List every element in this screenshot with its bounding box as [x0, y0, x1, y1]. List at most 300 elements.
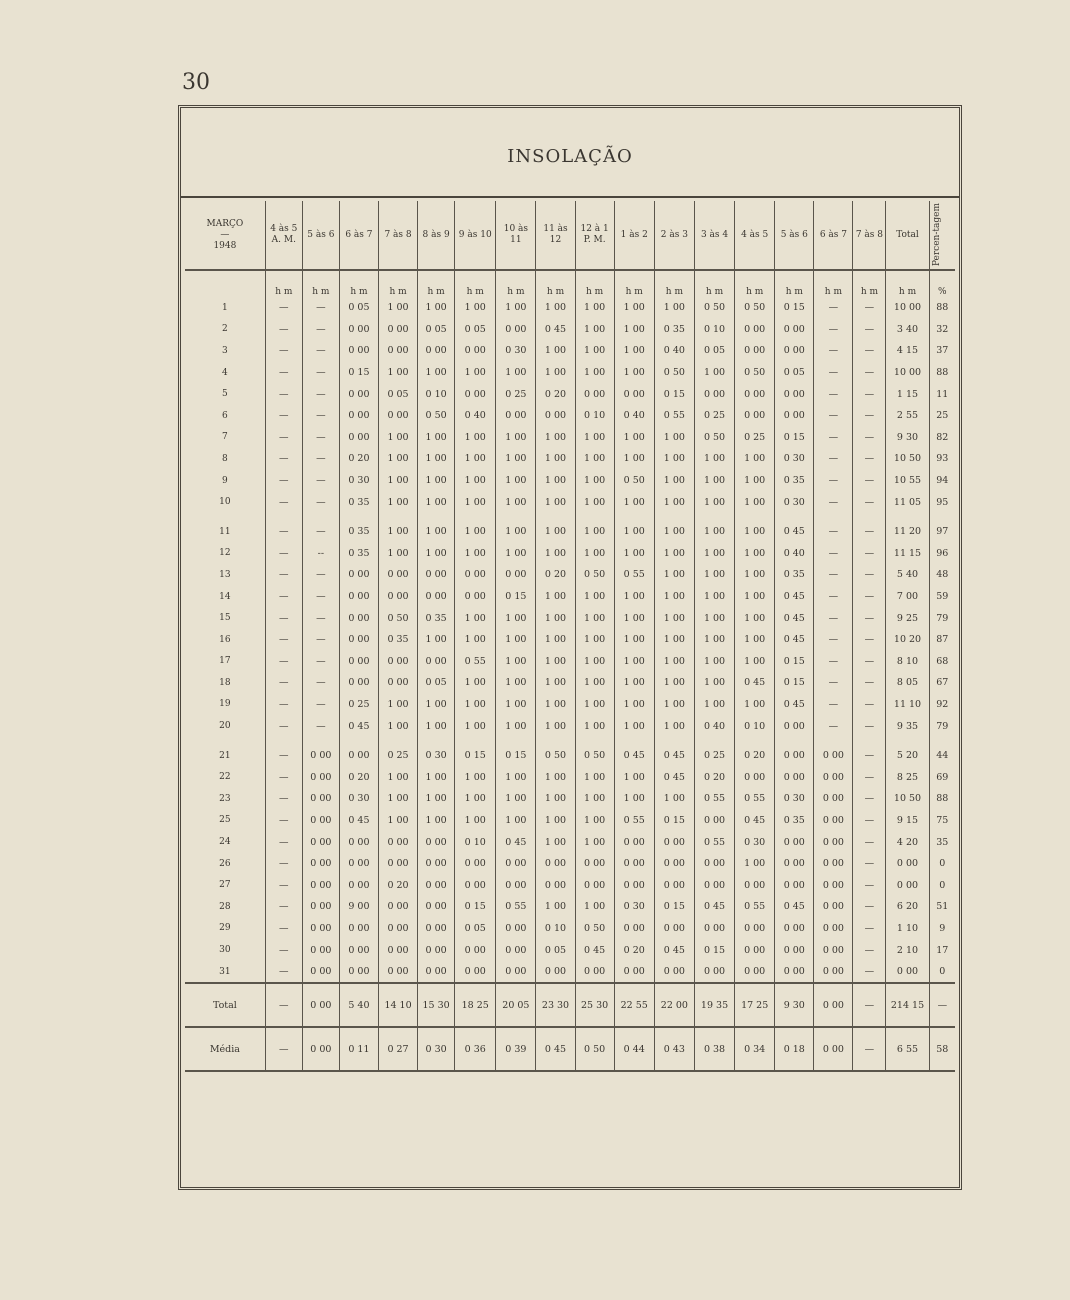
value-cell: 3 40: [886, 319, 929, 341]
media-row-value: 0 38: [694, 1027, 734, 1071]
gap-cell: [302, 513, 339, 521]
value-cell: 1 00: [496, 427, 536, 449]
value-cell: —: [853, 564, 886, 586]
total-row-value: 214 15: [886, 983, 929, 1027]
value-cell: —: [853, 896, 886, 918]
value-cell: 1 00: [455, 362, 496, 384]
value-cell: 0 35: [339, 521, 378, 543]
day-number: 22: [219, 772, 231, 783]
value-cell: —: [302, 448, 339, 470]
value-cell: 1 00: [575, 672, 614, 694]
value-cell: 1 00: [575, 297, 614, 319]
value-cell: 0 15: [455, 745, 496, 767]
value-cell: 1 00: [735, 521, 775, 543]
value-cell: 0 00: [735, 918, 775, 940]
table-row: [185, 672, 955, 694]
value-cell: 1 00: [575, 788, 614, 810]
value-cell: 0 25: [339, 694, 378, 716]
table-row: [185, 319, 955, 341]
value-cell: —: [302, 297, 339, 319]
month-label: MARÇO: [206, 218, 244, 229]
value-cell: 0 15: [654, 896, 694, 918]
value-cell: —: [265, 340, 302, 362]
value-cell: 1 00: [496, 607, 536, 629]
value-cell: 0 55: [694, 788, 734, 810]
day-number: 18: [219, 677, 231, 688]
value-cell: 0 00: [302, 766, 339, 788]
value-cell: 0 15: [775, 651, 814, 673]
gap-cell: [775, 513, 814, 521]
media-row-value: 0 00: [814, 1027, 853, 1071]
value-cell: —: [814, 362, 853, 384]
value-cell: 1 00: [418, 362, 455, 384]
value-cell: 0 00: [378, 831, 417, 853]
value-cell: 0 30: [775, 448, 814, 470]
value-cell: —: [853, 319, 886, 341]
day-number: 16: [219, 634, 231, 645]
value-cell: 0 00: [418, 564, 455, 586]
value-cell: 1 00: [654, 470, 694, 492]
value-cell: 0 15: [339, 362, 378, 384]
value-cell: 1 00: [735, 448, 775, 470]
value-cell: 9 30: [886, 427, 929, 449]
value-cell: 0 00: [814, 896, 853, 918]
value-cell: 0 00: [339, 939, 378, 961]
value-cell: 1 00: [614, 297, 654, 319]
value-cell: 0 00: [455, 853, 496, 875]
value-cell: 1 00: [614, 651, 654, 673]
value-cell: 1 00: [694, 694, 734, 716]
value-cell: 0: [929, 853, 955, 875]
value-cell: —: [814, 543, 853, 565]
value-cell: 0 00: [575, 853, 614, 875]
value-cell: —: [265, 896, 302, 918]
title-divider: [181, 196, 959, 198]
table-row: [185, 896, 955, 918]
value-cell: 0 00: [735, 405, 775, 427]
value-cell: 1 00: [418, 521, 455, 543]
value-cell: 0 55: [735, 788, 775, 810]
value-cell: —: [853, 918, 886, 940]
value-cell: —: [814, 491, 853, 513]
column-header: 9 às 10: [455, 201, 496, 270]
value-cell: 0 00: [536, 853, 575, 875]
value-cell: 1 00: [694, 586, 734, 608]
gap-cell: [575, 737, 614, 745]
value-cell: 0 00: [378, 896, 417, 918]
value-cell: 9 00: [339, 896, 378, 918]
value-cell: 0 00: [302, 874, 339, 896]
value-cell: 1 00: [455, 715, 496, 737]
value-cell: 1 00: [735, 491, 775, 513]
value-cell: 51: [929, 896, 955, 918]
value-cell: 1 00: [654, 521, 694, 543]
column-header: 1 às 2: [614, 201, 654, 270]
gap-cell: [265, 737, 302, 745]
value-cell: 1 00: [654, 564, 694, 586]
value-cell: 0 00: [775, 766, 814, 788]
value-cell: —: [853, 629, 886, 651]
value-cell: 0 40: [614, 405, 654, 427]
value-cell: 0 45: [775, 629, 814, 651]
value-cell: 0 00: [814, 874, 853, 896]
value-cell: 0 05: [418, 319, 455, 341]
value-cell: 0 00: [455, 939, 496, 961]
value-cell: 1 00: [378, 297, 417, 319]
value-cell: 0 00: [814, 853, 853, 875]
value-cell: —: [265, 383, 302, 405]
gap-cell: [575, 513, 614, 521]
value-cell: 0 00: [339, 672, 378, 694]
value-cell: 0 25: [735, 427, 775, 449]
value-cell: 1 00: [496, 491, 536, 513]
value-cell: 1 00: [496, 788, 536, 810]
value-cell: 0 30: [614, 896, 654, 918]
gap-cell: [853, 737, 886, 745]
value-cell: 0 00: [735, 939, 775, 961]
value-cell: 1 00: [418, 715, 455, 737]
value-cell: 0 00: [775, 874, 814, 896]
column-header: Total: [886, 201, 929, 270]
value-cell: 0 00: [654, 961, 694, 984]
table-row: [185, 651, 955, 673]
value-cell: 0 00: [775, 961, 814, 984]
value-cell: 67: [929, 672, 955, 694]
gap-cell: [378, 737, 417, 745]
total-row-label: Total: [185, 983, 265, 1027]
value-cell: 0 00: [302, 918, 339, 940]
total-row-value: 23 30: [536, 983, 575, 1027]
value-cell: 0 00: [302, 810, 339, 832]
value-cell: —: [853, 715, 886, 737]
value-cell: 0 00: [886, 961, 929, 984]
table-row: [185, 340, 955, 362]
value-cell: —: [302, 362, 339, 384]
value-cell: 0 40: [694, 715, 734, 737]
table-row: [185, 448, 955, 470]
value-cell: 0 00: [814, 745, 853, 767]
total-row-value: 22 00: [654, 983, 694, 1027]
value-cell: 0 45: [654, 745, 694, 767]
value-cell: 79: [929, 607, 955, 629]
value-cell: 0 00: [339, 918, 378, 940]
value-cell: 0 00: [378, 961, 417, 984]
units-row: [185, 270, 955, 297]
total-row-value: 25 30: [575, 983, 614, 1027]
value-cell: 0 00: [775, 340, 814, 362]
value-cell: —: [265, 745, 302, 767]
day-number: 3: [222, 345, 228, 356]
gap-cell: [614, 737, 654, 745]
value-cell: 0 00: [339, 961, 378, 984]
unit-label: h m: [814, 270, 853, 297]
value-cell: 0 50: [654, 362, 694, 384]
value-cell: 82: [929, 427, 955, 449]
value-cell: 0 00: [378, 564, 417, 586]
value-cell: 1 00: [735, 651, 775, 673]
value-cell: 0 00: [614, 874, 654, 896]
column-header: 8 às 9: [418, 201, 455, 270]
value-cell: 1 00: [418, 297, 455, 319]
column-header: 5 às 6: [302, 201, 339, 270]
group-gap: [185, 737, 955, 745]
value-cell: 1 00: [418, 448, 455, 470]
value-cell: 1 00: [536, 521, 575, 543]
value-cell: 0 50: [536, 745, 575, 767]
value-cell: 0 00: [694, 383, 734, 405]
gap-cell: [735, 513, 775, 521]
gap-cell: [496, 513, 536, 521]
table-row: [185, 874, 955, 896]
value-cell: 0 00: [378, 319, 417, 341]
value-cell: 1 00: [455, 672, 496, 694]
value-cell: 0 05: [775, 362, 814, 384]
value-cell: 1 00: [654, 448, 694, 470]
value-cell: 0 40: [455, 405, 496, 427]
day-number: 12: [219, 548, 231, 559]
value-cell: 0 00: [496, 961, 536, 984]
value-cell: 0 00: [735, 961, 775, 984]
value-cell: 0 00: [418, 586, 455, 608]
value-cell: —: [302, 405, 339, 427]
table-row: [185, 470, 955, 492]
value-cell: 1 00: [536, 586, 575, 608]
value-cell: 0 20: [694, 766, 734, 788]
value-cell: 0 20: [378, 874, 417, 896]
value-cell: 1 00: [455, 607, 496, 629]
value-cell: 1 00: [614, 448, 654, 470]
value-cell: 0: [929, 874, 955, 896]
total-row-value: 0 00: [814, 983, 853, 1027]
value-cell: —: [814, 629, 853, 651]
value-cell: 0 45: [775, 896, 814, 918]
value-cell: 0 00: [614, 383, 654, 405]
value-cell: 1 00: [654, 651, 694, 673]
value-cell: 1 00: [418, 629, 455, 651]
day-number: 25: [219, 815, 231, 826]
value-cell: 0 45: [775, 607, 814, 629]
value-cell: 0 30: [339, 788, 378, 810]
value-cell: 0 50: [735, 362, 775, 384]
value-cell: 1 00: [614, 788, 654, 810]
value-cell: 1 00: [496, 297, 536, 319]
unit-label: h m: [265, 270, 302, 297]
value-cell: 1 00: [654, 788, 694, 810]
value-cell: 0 25: [694, 745, 734, 767]
value-cell: 0 00: [378, 651, 417, 673]
value-cell: 0 45: [536, 319, 575, 341]
value-cell: 37: [929, 340, 955, 362]
unit-label: h m: [694, 270, 734, 297]
table-row: [185, 405, 955, 427]
table-row: [185, 297, 955, 319]
value-cell: 0 35: [339, 543, 378, 565]
percentage-header-label: Percen-tagem: [931, 203, 942, 267]
value-cell: 1 00: [378, 694, 417, 716]
value-cell: —: [302, 651, 339, 673]
value-cell: 10 00: [886, 297, 929, 319]
value-cell: —: [814, 340, 853, 362]
day-number: 23: [219, 793, 231, 804]
value-cell: 0 45: [575, 939, 614, 961]
value-cell: 0 35: [339, 491, 378, 513]
value-cell: 0 10: [536, 918, 575, 940]
value-cell: 0 30: [339, 470, 378, 492]
day-number: 8: [222, 453, 228, 464]
value-cell: 1 00: [536, 672, 575, 694]
value-cell: 0 00: [614, 961, 654, 984]
value-cell: 0 00: [694, 961, 734, 984]
value-cell: —: [265, 448, 302, 470]
value-cell: 0 00: [575, 874, 614, 896]
value-cell: —: [853, 810, 886, 832]
value-cell: 1 00: [614, 715, 654, 737]
value-cell: 1 00: [614, 607, 654, 629]
value-cell: 5 20: [886, 745, 929, 767]
column-header: 4 às 5 A. M.: [265, 201, 302, 270]
day-number: 31: [219, 966, 231, 977]
value-cell: 0 00: [302, 961, 339, 984]
value-cell: 0 00: [339, 853, 378, 875]
value-cell: 0 00: [536, 874, 575, 896]
value-cell: 1 15: [886, 383, 929, 405]
value-cell: 0 45: [339, 715, 378, 737]
value-cell: 0 00: [614, 831, 654, 853]
total-row-value: 22 55: [614, 983, 654, 1027]
value-cell: 1 00: [378, 810, 417, 832]
value-cell: 0 00: [775, 319, 814, 341]
value-cell: 0 00: [378, 672, 417, 694]
day-number: 19: [219, 699, 231, 710]
value-cell: 1 00: [575, 607, 614, 629]
total-row-value: 15 30: [418, 983, 455, 1027]
value-cell: 0: [929, 961, 955, 984]
value-cell: 1 00: [536, 470, 575, 492]
value-cell: —: [265, 521, 302, 543]
value-cell: 0 50: [575, 745, 614, 767]
value-cell: 1 00: [455, 694, 496, 716]
value-cell: 1 00: [575, 831, 614, 853]
media-row-value: 0 27: [378, 1027, 417, 1071]
value-cell: 1 00: [496, 521, 536, 543]
year-label: 1948: [213, 240, 237, 251]
gap-cell: [814, 737, 853, 745]
value-cell: 1 00: [536, 543, 575, 565]
value-cell: 11 05: [886, 491, 929, 513]
value-cell: 1 00: [575, 319, 614, 341]
value-cell: 4 15: [886, 340, 929, 362]
value-cell: 1 00: [694, 607, 734, 629]
value-cell: —: [853, 521, 886, 543]
value-cell: 0 50: [378, 607, 417, 629]
value-cell: —: [853, 607, 886, 629]
value-cell: 1 00: [735, 694, 775, 716]
value-cell: 1 00: [536, 896, 575, 918]
unit-label: h m: [654, 270, 694, 297]
value-cell: 0 00: [735, 874, 775, 896]
value-cell: —: [814, 448, 853, 470]
unit-label: h m: [339, 270, 378, 297]
value-cell: —: [814, 715, 853, 737]
value-cell: 0 00: [339, 383, 378, 405]
value-cell: 0 05: [694, 340, 734, 362]
media-row-value: 0 30: [418, 1027, 455, 1071]
column-header: 11 às 12: [536, 201, 575, 270]
value-cell: 1 00: [735, 853, 775, 875]
value-cell: 1 00: [496, 694, 536, 716]
value-cell: 0 00: [814, 918, 853, 940]
value-cell: —: [302, 586, 339, 608]
value-cell: 0 10: [455, 831, 496, 853]
value-cell: 0 00: [378, 586, 417, 608]
day-number: 21: [219, 750, 231, 761]
value-cell: 0 15: [775, 427, 814, 449]
value-cell: 0 00: [654, 874, 694, 896]
group-gap: [185, 513, 955, 521]
table-row: [185, 629, 955, 651]
value-cell: 1 00: [536, 340, 575, 362]
value-cell: 0 00: [775, 405, 814, 427]
value-cell: 1 00: [694, 491, 734, 513]
value-cell: 1 00: [735, 564, 775, 586]
value-cell: 1 00: [536, 831, 575, 853]
value-cell: 0 00: [339, 651, 378, 673]
value-cell: 0 00: [339, 607, 378, 629]
value-cell: 1 00: [575, 896, 614, 918]
value-cell: 0 00: [418, 961, 455, 984]
media-row-value: 0 18: [775, 1027, 814, 1071]
gap-cell: [378, 513, 417, 521]
value-cell: —: [853, 491, 886, 513]
value-cell: 0 00: [418, 939, 455, 961]
value-cell: 1 00: [418, 694, 455, 716]
value-cell: 1 00: [378, 521, 417, 543]
value-cell: 0 25: [694, 405, 734, 427]
table-row: [185, 543, 955, 565]
unit-label: h m: [614, 270, 654, 297]
value-cell: 1 00: [575, 586, 614, 608]
day-number: 7: [222, 432, 228, 443]
value-cell: —: [853, 939, 886, 961]
column-header: 4 às 5: [735, 201, 775, 270]
value-cell: 0 10: [735, 715, 775, 737]
value-cell: 1 00: [654, 672, 694, 694]
value-cell: 0 15: [775, 672, 814, 694]
value-cell: 9 35: [886, 715, 929, 737]
value-cell: —: [302, 607, 339, 629]
value-cell: 0 30: [775, 491, 814, 513]
value-cell: —: [265, 297, 302, 319]
value-cell: 0 15: [455, 896, 496, 918]
unit-label: h m: [575, 270, 614, 297]
value-cell: 1 00: [378, 470, 417, 492]
value-cell: 0 00: [654, 853, 694, 875]
gap-cell: [775, 737, 814, 745]
value-cell: 0 00: [775, 831, 814, 853]
value-cell: 0 00: [455, 874, 496, 896]
value-cell: —: [265, 694, 302, 716]
value-cell: 0 35: [775, 564, 814, 586]
value-cell: 0 10: [418, 383, 455, 405]
value-cell: 0 00: [735, 766, 775, 788]
value-cell: 1 00: [614, 694, 654, 716]
value-cell: 11: [929, 383, 955, 405]
unit-label: h m: [735, 270, 775, 297]
day-number: 24: [219, 837, 231, 848]
value-cell: —: [814, 694, 853, 716]
table-row: [185, 766, 955, 788]
gap-cell: [886, 513, 929, 521]
